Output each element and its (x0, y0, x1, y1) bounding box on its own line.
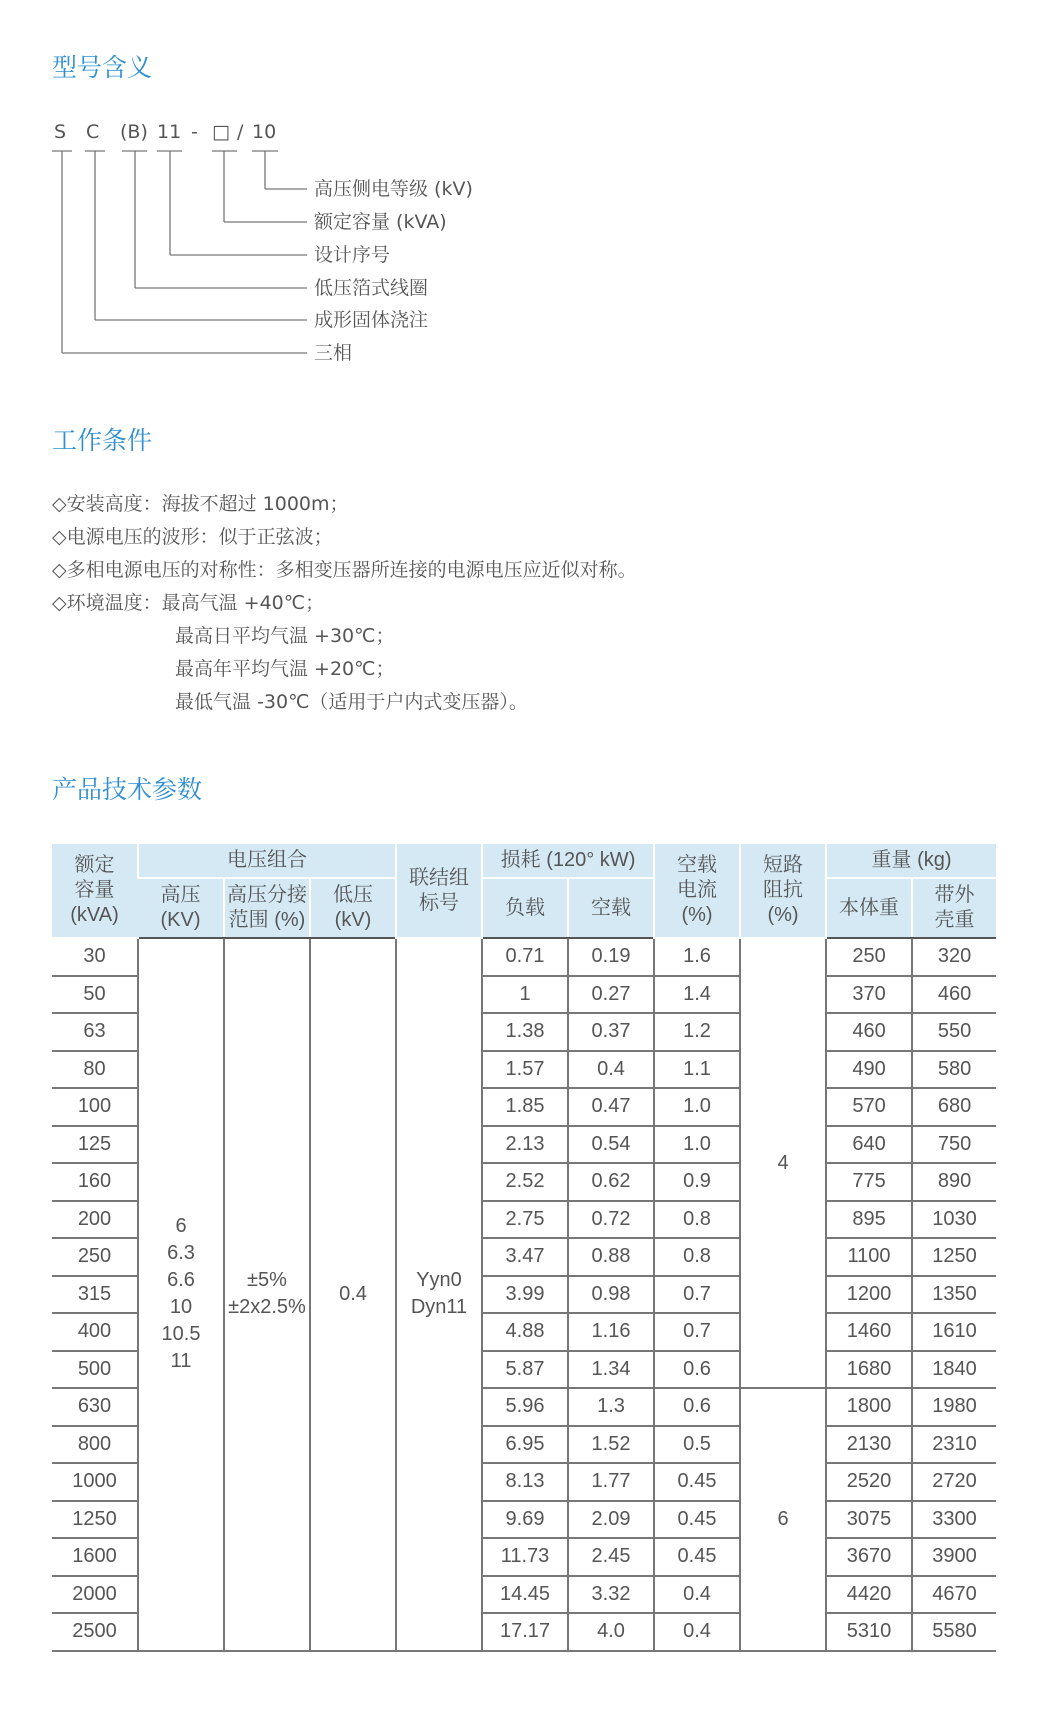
cell-noload-current: 0.6 (654, 1388, 740, 1426)
cell-load-loss: 14.45 (482, 1576, 568, 1614)
cell-body-weight: 460 (826, 1013, 912, 1051)
cell-capacity: 1600 (52, 1538, 138, 1576)
cell-total-weight: 580 (912, 1051, 996, 1089)
cell-noload-loss: 1.16 (568, 1313, 654, 1351)
cell-noload-loss: 0.88 (568, 1238, 654, 1276)
header-noload-current: 空载 电流 (%) (654, 844, 740, 938)
cell-load-loss: 4.88 (482, 1313, 568, 1351)
header-voltage-group: 电压组合 (138, 844, 396, 878)
cell-noload-loss: 1.77 (568, 1463, 654, 1501)
cell-total-weight: 2310 (912, 1426, 996, 1464)
technical-parameters-table (52, 844, 996, 1652)
condition-waveform: ◇电源电压的波形：似于正弦波； (52, 526, 333, 548)
code-slash: / (237, 121, 244, 143)
working-conditions-heading: 工作条件 (52, 426, 153, 455)
cell-noload-loss: 0.19 (568, 938, 654, 976)
cell-capacity: 160 (52, 1163, 138, 1201)
header-hv: 高压 (KV) (138, 878, 224, 938)
cell-total-weight: 890 (912, 1163, 996, 1201)
cell-load-loss: 3.47 (482, 1238, 568, 1276)
cell-body-weight: 1800 (826, 1388, 912, 1426)
cell-load-loss: 1.57 (482, 1051, 568, 1089)
cell-load-loss: 3.99 (482, 1276, 568, 1314)
cell-noload-loss: 3.32 (568, 1576, 654, 1614)
cell-body-weight: 2130 (826, 1426, 912, 1464)
cell-capacity: 50 (52, 976, 138, 1014)
cell-load-loss: 9.69 (482, 1501, 568, 1539)
cell-noload-loss: 0.72 (568, 1201, 654, 1239)
label-hv-class: 高压侧电等级 (kV) (314, 178, 473, 200)
cell-noload-current: 1.4 (654, 976, 740, 1014)
cell-body-weight: 640 (826, 1126, 912, 1164)
cell-load-loss: 1.38 (482, 1013, 568, 1051)
cell-body-weight: 250 (826, 938, 912, 976)
cell-total-weight: 1610 (912, 1313, 996, 1351)
header-load-loss: 负载 (482, 878, 568, 938)
code-dash: - (191, 121, 198, 143)
cell-body-weight: 1200 (826, 1276, 912, 1314)
cell-total-weight: 4670 (912, 1576, 996, 1614)
cell-body-weight: 1680 (826, 1351, 912, 1389)
cell-noload-current: 0.7 (654, 1276, 740, 1314)
cell-noload-loss: 2.09 (568, 1501, 654, 1539)
label-lv-foil-winding: 低压箔式线圈 (314, 277, 429, 299)
code-b: (B) (120, 121, 148, 143)
model-code-bracket-lines (0, 0, 1046, 380)
condition-temperature: ◇环境温度：最高气温 +40℃； (52, 592, 325, 614)
cell-noload-current: 0.45 (654, 1463, 740, 1501)
label-cast-resin: 成形固体浇注 (314, 309, 429, 331)
cell-noload-current: 0.45 (654, 1501, 740, 1539)
technical-parameters-heading: 产品技术参数 (52, 775, 203, 804)
cell-capacity: 2500 (52, 1613, 138, 1651)
cell-capacity: 800 (52, 1426, 138, 1464)
header-loss: 损耗 (120° kW) (482, 844, 654, 878)
cell-capacity: 250 (52, 1238, 138, 1276)
cell-noload-current: 0.8 (654, 1201, 740, 1239)
cell-load-loss: 5.96 (482, 1388, 568, 1426)
cell-capacity: 2000 (52, 1576, 138, 1614)
cell-load-loss: 6.95 (482, 1426, 568, 1464)
cell-noload-loss: 0.47 (568, 1088, 654, 1126)
label-three-phase: 三相 (314, 342, 353, 364)
cell-noload-current: 1.6 (654, 938, 740, 976)
cell-load-loss: 1.85 (482, 1088, 568, 1126)
code-box: □ (212, 121, 230, 143)
header-tap-range: 高压分接 范围 (%) (224, 878, 310, 938)
cell-noload-loss: 1.52 (568, 1426, 654, 1464)
cell-body-weight: 3670 (826, 1538, 912, 1576)
label-rated-capacity: 额定容量 (kVA) (314, 211, 447, 233)
model-meaning-heading: 型号含义 (52, 53, 153, 82)
cell-total-weight: 1840 (912, 1351, 996, 1389)
cell-impedance-4: 4 (740, 938, 826, 1388)
cell-impedance-6: 6 (740, 1388, 826, 1651)
cell-load-loss: 17.17 (482, 1613, 568, 1651)
cell-capacity: 125 (52, 1126, 138, 1164)
cell-body-weight: 1460 (826, 1313, 912, 1351)
cell-load-loss: 5.87 (482, 1351, 568, 1389)
code-11: 11 (157, 121, 182, 143)
header-noload-loss: 空载 (568, 878, 654, 938)
header-capacity: 额定 容量 (kVA) (52, 844, 138, 938)
cell-body-weight: 4420 (826, 1576, 912, 1614)
condition-symmetry: ◇多相电源电压的对称性：多相变压器所连接的电源电压应近似对称。 (52, 559, 637, 581)
cell-load-loss: 1 (482, 976, 568, 1014)
cell-lv-value: 0.4 (310, 938, 396, 1651)
cell-noload-current: 1.0 (654, 1126, 740, 1164)
cell-connection: Yyn0 Dyn11 (396, 938, 482, 1651)
cell-total-weight: 3300 (912, 1501, 996, 1539)
cell-load-loss: 2.52 (482, 1163, 568, 1201)
cell-noload-current: 0.4 (654, 1613, 740, 1651)
cell-noload-loss: 2.45 (568, 1538, 654, 1576)
cell-noload-current: 1.1 (654, 1051, 740, 1089)
header-weight: 重量 (kg) (826, 844, 996, 878)
condition-temp-yearly: 最高年平均气温 +20℃； (175, 658, 395, 680)
code-kv: 10 (252, 121, 277, 143)
header-body-weight: 本体重 (826, 878, 912, 938)
cell-capacity: 500 (52, 1351, 138, 1389)
cell-total-weight: 550 (912, 1013, 996, 1051)
cell-body-weight: 570 (826, 1088, 912, 1126)
cell-capacity: 315 (52, 1276, 138, 1314)
cell-capacity: 1250 (52, 1501, 138, 1539)
cell-body-weight: 5310 (826, 1613, 912, 1651)
cell-total-weight: 460 (912, 976, 996, 1014)
cell-noload-loss: 1.34 (568, 1351, 654, 1389)
cell-total-weight: 1980 (912, 1388, 996, 1426)
cell-body-weight: 490 (826, 1051, 912, 1089)
cell-noload-loss: 0.98 (568, 1276, 654, 1314)
condition-altitude: ◇安装高度：海拔不超过 1000m； (52, 493, 349, 515)
cell-noload-current: 0.4 (654, 1576, 740, 1614)
cell-total-weight: 750 (912, 1126, 996, 1164)
cell-body-weight: 775 (826, 1163, 912, 1201)
cell-body-weight: 3075 (826, 1501, 912, 1539)
cell-noload-loss: 0.27 (568, 976, 654, 1014)
cell-noload-loss: 4.0 (568, 1613, 654, 1651)
cell-noload-loss: 0.54 (568, 1126, 654, 1164)
cell-noload-loss: 0.62 (568, 1163, 654, 1201)
cell-total-weight: 1030 (912, 1201, 996, 1239)
label-design-serial: 设计序号 (314, 244, 391, 266)
cell-noload-loss: 0.37 (568, 1013, 654, 1051)
cell-total-weight: 1350 (912, 1276, 996, 1314)
cell-total-weight: 1250 (912, 1238, 996, 1276)
cell-capacity: 200 (52, 1201, 138, 1239)
cell-body-weight: 2520 (826, 1463, 912, 1501)
cell-capacity: 1000 (52, 1463, 138, 1501)
cell-capacity: 100 (52, 1088, 138, 1126)
header-connection: 联结组 标号 (396, 844, 482, 938)
code-c: C (86, 121, 100, 143)
cell-total-weight: 3900 (912, 1538, 996, 1576)
cell-noload-current: 0.6 (654, 1351, 740, 1389)
cell-capacity: 630 (52, 1388, 138, 1426)
cell-noload-current: 1.2 (654, 1013, 740, 1051)
cell-tap-range: ±5% ±2x2.5% (224, 938, 310, 1651)
cell-noload-current: 0.7 (654, 1313, 740, 1351)
condition-temp-min: 最低气温 -30℃（适用于户内式变压器）。 (175, 691, 528, 713)
cell-load-loss: 8.13 (482, 1463, 568, 1501)
cell-noload-current: 0.5 (654, 1426, 740, 1464)
header-total-weight: 带外 壳重 (912, 878, 996, 938)
cell-load-loss: 11.73 (482, 1538, 568, 1576)
condition-temp-daily: 最高日平均气温 +30℃； (175, 625, 395, 647)
cell-hv-values: 6 6.3 6.6 10 10.5 11 (138, 938, 224, 1651)
cell-capacity: 30 (52, 938, 138, 976)
header-impedance: 短路 阻抗 (%) (740, 844, 826, 938)
cell-total-weight: 2720 (912, 1463, 996, 1501)
cell-body-weight: 370 (826, 976, 912, 1014)
cell-noload-current: 0.9 (654, 1163, 740, 1201)
cell-load-loss: 2.13 (482, 1126, 568, 1164)
cell-noload-current: 0.45 (654, 1538, 740, 1576)
cell-body-weight: 895 (826, 1201, 912, 1239)
cell-body-weight: 1100 (826, 1238, 912, 1276)
cell-noload-loss: 1.3 (568, 1388, 654, 1426)
cell-total-weight: 680 (912, 1088, 996, 1126)
cell-noload-current: 1.0 (654, 1088, 740, 1126)
cell-load-loss: 0.71 (482, 938, 568, 976)
cell-noload-current: 0.8 (654, 1238, 740, 1276)
cell-load-loss: 2.75 (482, 1201, 568, 1239)
cell-noload-loss: 0.4 (568, 1051, 654, 1089)
cell-total-weight: 320 (912, 938, 996, 976)
cell-capacity: 400 (52, 1313, 138, 1351)
table-row (52, 938, 996, 976)
code-s: S (54, 121, 67, 143)
header-lv: 低压 (kV) (310, 878, 396, 938)
cell-capacity: 80 (52, 1051, 138, 1089)
cell-capacity: 63 (52, 1013, 138, 1051)
cell-total-weight: 5580 (912, 1613, 996, 1651)
